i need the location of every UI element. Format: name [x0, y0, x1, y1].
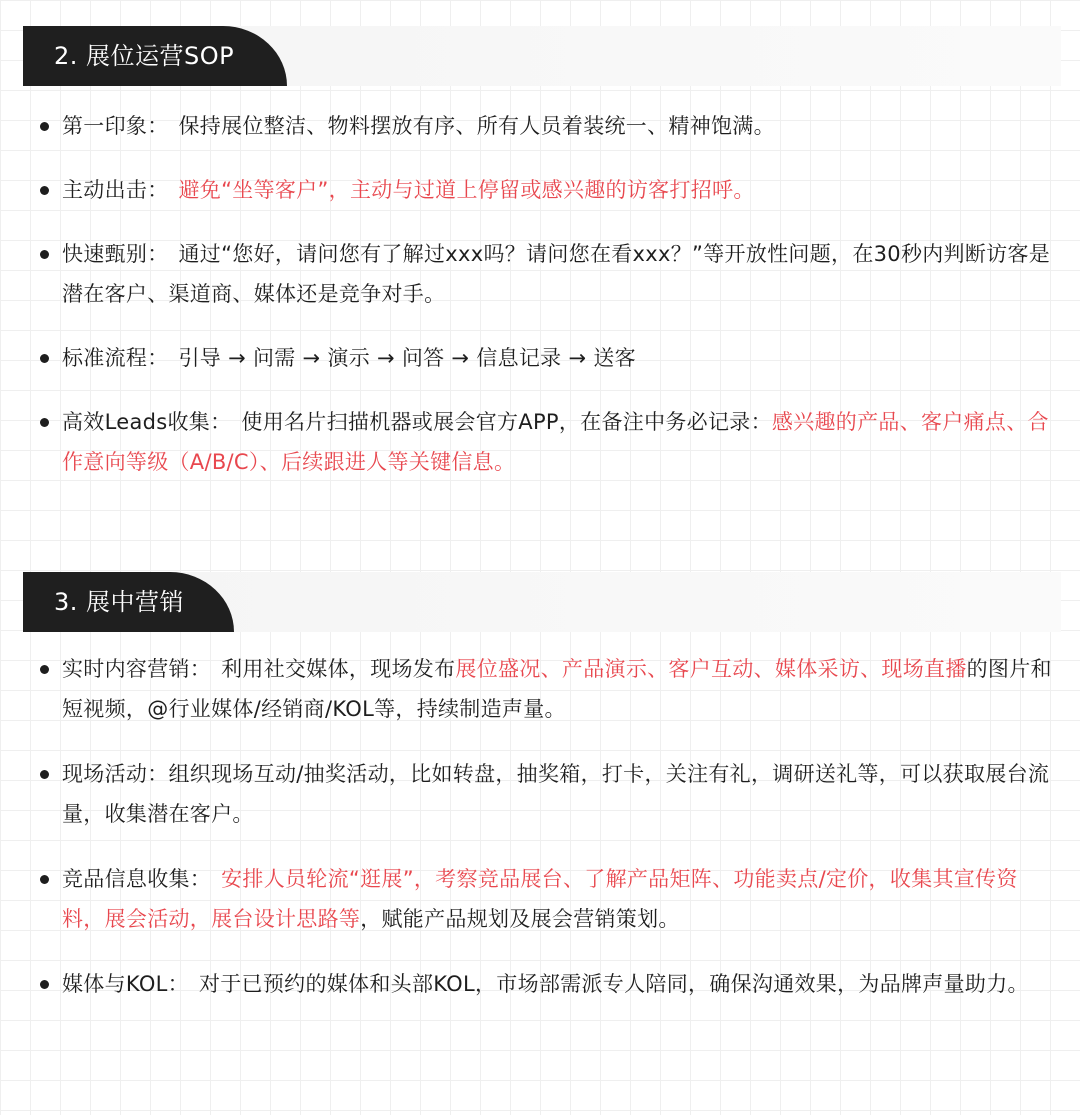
bullet-dot-icon: [40, 122, 49, 131]
item-lead: 快速甄别：: [62, 242, 169, 266]
item-text-part: 保持展位整洁、物料摆放有序、所有人员着装统一、精神饱满。: [178, 114, 775, 138]
item-text-part: 引导 → 问需 → 演示 → 问答 → 信息记录 → 送客: [178, 346, 636, 370]
section-header-band: [23, 26, 1061, 86]
list-item-text: [62, 649, 1057, 729]
bullet-dot-icon: [40, 418, 49, 427]
item-lead: 第一印象：: [62, 114, 169, 138]
bullet-dot-icon: [40, 186, 49, 195]
bullet-dot-icon: [40, 980, 49, 989]
item-text-part: 使用名片扫描机器或展会官方APP，在备注中务必记录：: [241, 410, 772, 434]
item-text-highlight: 展位盛况、产品演示、客户互动、媒体采访、现场直播: [455, 657, 967, 681]
list-item-text: [62, 170, 1057, 210]
item-lead: 竞品信息收集：: [62, 867, 212, 891]
list-item-text: [62, 106, 1057, 146]
list-item-text: [62, 402, 1057, 482]
item-text-highlight: 安排人员轮流“逛展”，考察竞品展台、了解产品矩阵、功能卖点/定价，收集其宣传资料，展会活动，展台设计思路等: [62, 867, 1018, 931]
item-lead: 主动出击：: [62, 178, 169, 202]
item-lead: 媒体与KOL：: [62, 972, 189, 996]
list-item-text: [62, 234, 1057, 314]
item-lead: 实时内容营销：: [62, 657, 212, 681]
bullet-dot-icon: [40, 770, 49, 779]
item-text-part: 的图片和短视频，@行业媒体/经销商/KOL等，持续制造声量。: [62, 657, 1052, 721]
item-text-part: ，赋能产品规划及展会营销策划。: [360, 907, 680, 931]
list-item-text: [62, 859, 1057, 939]
item-text-part: 利用社交媒体，现场发布: [221, 657, 456, 681]
bullet-dot-icon: [40, 354, 49, 363]
bullet-dot-icon: [40, 875, 49, 884]
item-lead: 高效Leads收集：: [62, 410, 232, 434]
list-item-text: [62, 754, 1057, 834]
item-text-part: 对于已预约的媒体和头部KOL，市场部需派专人陪同，确保沟通效果，为品牌声量助力。: [198, 972, 1029, 996]
list-item-text: [62, 964, 1057, 1004]
item-text-highlight: 避免“坐等客户”，主动与过道上停留或感兴趣的访客打招呼。: [178, 178, 755, 202]
bullet-dot-icon: [40, 665, 49, 674]
bullet-dot-icon: [40, 250, 49, 259]
list-item-text: [62, 338, 1057, 378]
item-lead: 现场活动：: [62, 762, 169, 786]
item-text-part: 组织现场互动/抽奖活动，比如转盘，抽奖箱，打卡，关注有礼，调研送礼等，可以获取展台流量，收集潜在客户。: [62, 762, 1050, 826]
item-text-highlight: 感兴趣的产品、客户痛点、合作意向等级（A/B/C）、后续跟进人等关键信息。: [62, 410, 1049, 474]
section-heading: 3. 展中营销: [23, 572, 234, 632]
item-lead: 标准流程：: [62, 346, 169, 370]
section-heading: 2. 展位运营SOP: [23, 26, 287, 86]
section-header-band: [23, 572, 1061, 632]
item-text-part: 通过“您好，请问您有了解过xxx吗？请问您在看xxx？”等开放性问题，在30秒内判断访客是潜在客户、渠道商、媒体还是竞争对手。: [62, 242, 1051, 306]
